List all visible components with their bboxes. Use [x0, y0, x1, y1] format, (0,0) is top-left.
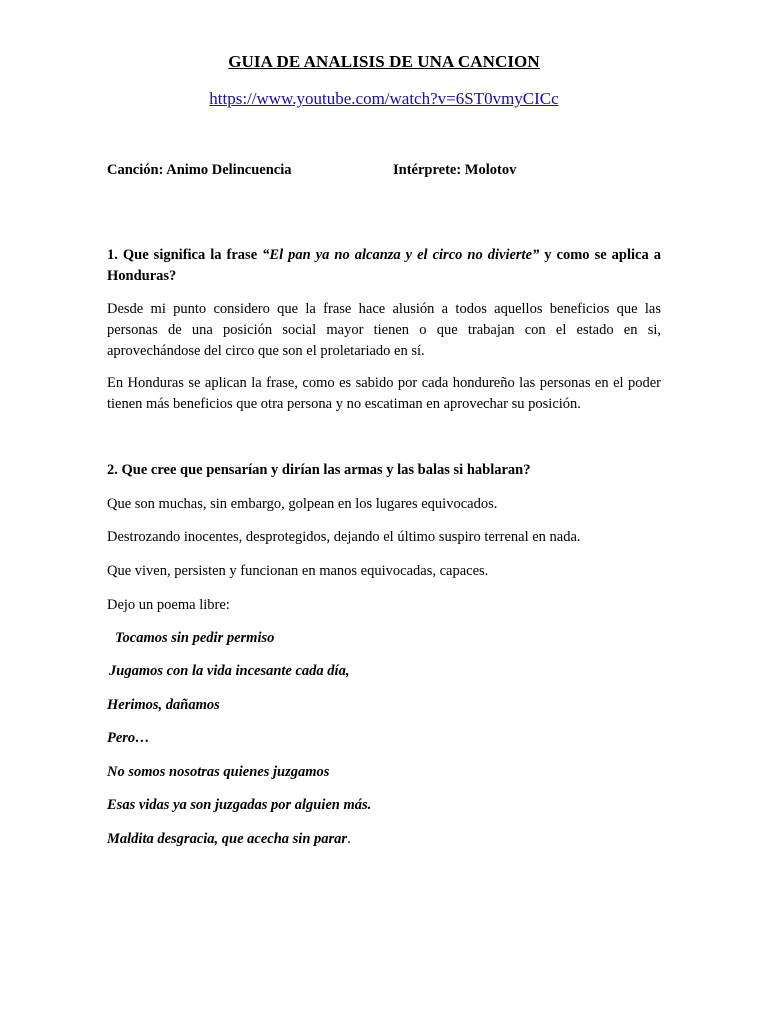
- answer-1-paragraph-1: Desde mi punto considero que la frase hace alusión a todos aquellos beneficios que las personas de una posición social mayor tienen o que trabajan con el estado en si, aprovechándose del circo que son el proletariado en sí.: [107, 301, 661, 359]
- answer-2-line: Destrozando inocentes, desprotegidos, dejando el último suspiro terrenal en nada.: [107, 529, 581, 545]
- answer-2-line: Que son muchas, sin embargo, golpean en los lugares equivocados.: [107, 496, 498, 512]
- document-title: GUIA DE ANALISIS DE UNA CANCION: [228, 52, 540, 71]
- poem-end-mark: .: [347, 831, 351, 847]
- poem-line: Herimos, dañamos: [107, 697, 220, 713]
- answer-2-line: Dejo un poema libre:: [107, 597, 230, 613]
- poem-line: Jugamos con la vida incesante cada día,: [109, 663, 350, 679]
- poem-line: Tocamos sin pedir permiso: [115, 630, 275, 646]
- poem-line: Pero…: [107, 730, 150, 746]
- poem-line-last: [107, 829, 351, 850]
- poem-line: Esas vidas ya son juzgadas por alguien más.: [107, 797, 372, 813]
- poem-line: No somos nosotras quienes juzgamos: [107, 764, 330, 780]
- poem-line-text: Maldita desgracia, que acecha sin parar: [107, 831, 348, 847]
- youtube-link[interactable]: https://www.youtube.com/watch?v=6ST0vmyCICc: [209, 89, 559, 108]
- question-1-prefix: 1. Que significa la frase: [107, 247, 263, 263]
- answer-1-paragraph-2: En Honduras se aplican la frase, como es sabido por cada hondureño las personas en el poder tienen más beneficios que otra persona y no escatiman en aprovechar su posición.: [107, 375, 661, 412]
- question-1-suffix: y como se aplica a Honduras?: [107, 247, 661, 284]
- question-1: [107, 245, 661, 287]
- song-label: Canción: Animo Delincuencia: [107, 162, 292, 178]
- artist-label: Intérprete: Molotov: [393, 162, 517, 178]
- question-1-quote: “El pan ya no alcanza y el circo no divierte”: [262, 247, 540, 263]
- question-2: 2. Que cree que pensarían y dirían las armas y las balas si hablaran?: [107, 462, 531, 478]
- answer-2-line: Que viven, persisten y funcionan en manos equivocadas, capaces.: [107, 563, 489, 579]
